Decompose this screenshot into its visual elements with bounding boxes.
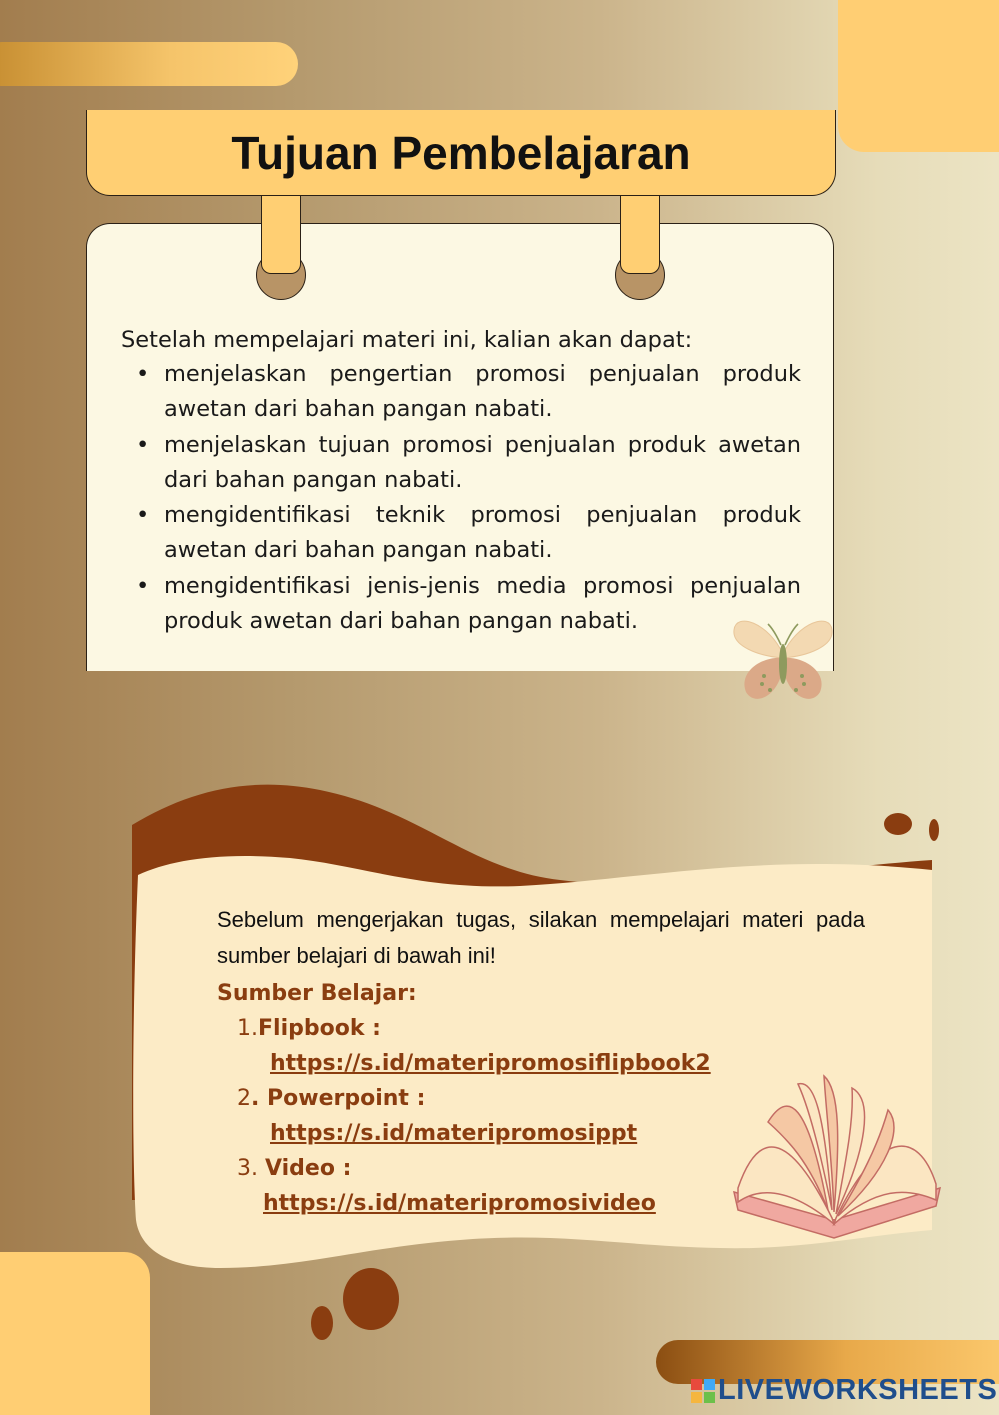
- bullet-icon: •: [136, 502, 150, 529]
- bullet-icon: •: [136, 572, 150, 599]
- list-item: • mengidentifikasi jenis-jenis media promosi penjualan produk awetan dari bahan pangan nabati.: [121, 569, 801, 640]
- brand-name: LIVEWORKSHEETS: [718, 1374, 998, 1406]
- item-label: Video :: [264, 1156, 352, 1181]
- page-title: Tujuan Pembelajaran: [231, 126, 691, 179]
- objectives-intro: Setelah mempelajari materi ini, kalian akan dapat:: [121, 327, 693, 353]
- bullet-icon: •: [136, 431, 150, 458]
- flipbook-link[interactable]: https://s.id/materipromosiflipbook2: [270, 1051, 711, 1076]
- video-link[interactable]: https://s.id/materipromosivideo: [263, 1191, 656, 1216]
- list-item: • mengidentifikasi teknik promosi penjualan produk awetan dari bahan pangan nabati.: [121, 498, 801, 569]
- item-label: . Powerpoint :: [251, 1086, 426, 1111]
- liveworksheets-logo-icon: [690, 1378, 718, 1404]
- list-item: • menjelaskan tujuan promosi penjualan produk awetan dari bahan pangan nabati.: [121, 428, 801, 499]
- powerpoint-link[interactable]: https://s.id/materipromosippt: [270, 1121, 638, 1146]
- source-heading: Sumber Belajar:: [217, 981, 417, 1006]
- list-item: • menjelaskan pengertian promosi penjualan produk awetan dari bahan pangan nabati.: [121, 357, 801, 428]
- list-item: [217, 1011, 865, 1046]
- item-number: 3.: [237, 1156, 265, 1181]
- liveworksheets-logo[interactable]: [690, 1374, 997, 1407]
- open-book-icon: [728, 1070, 946, 1242]
- item-label: Flipbook :: [258, 1016, 381, 1041]
- item-number: 1.: [237, 1016, 258, 1041]
- bullet-icon: •: [136, 361, 150, 387]
- item-number: 2: [237, 1086, 251, 1111]
- source-lead: Sebelum mengerjakan tugas, silakan mempelajari materi pada sumber belajari di bawah ini!: [217, 907, 865, 968]
